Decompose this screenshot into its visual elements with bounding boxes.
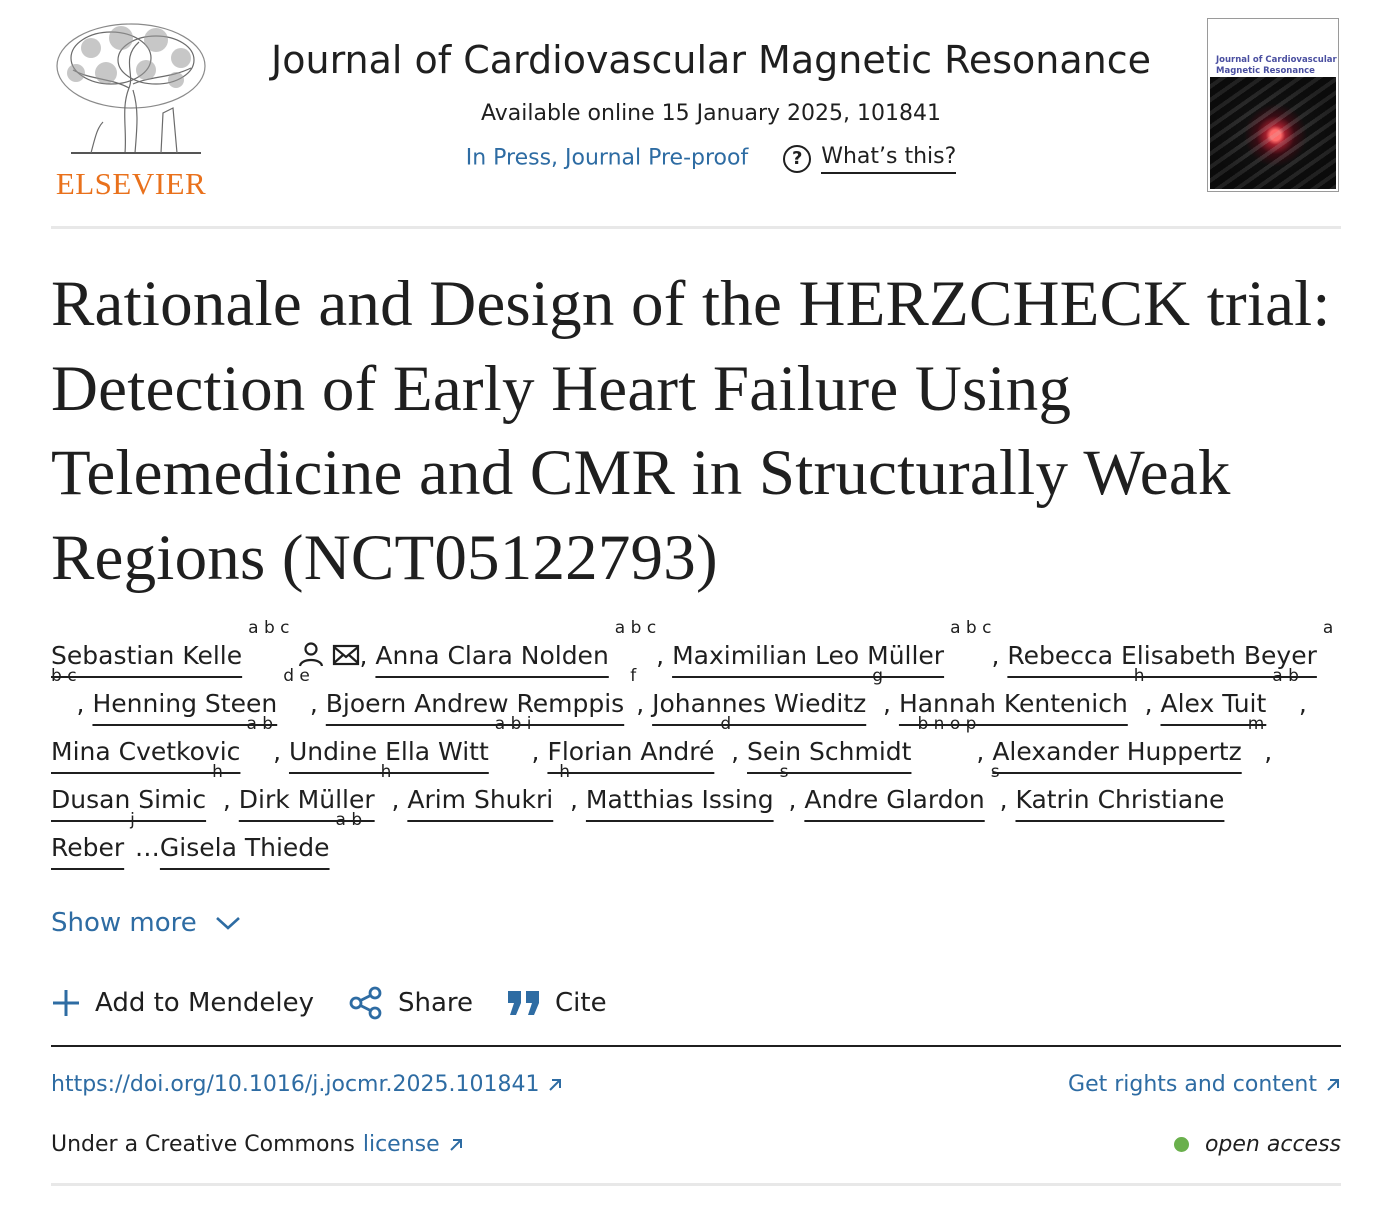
author-separator: , (1264, 737, 1273, 766)
quote-icon (507, 989, 541, 1017)
author-separator: , (999, 785, 1008, 814)
author-link[interactable] (51, 762, 223, 814)
author-affiliations: g (872, 666, 884, 686)
whats-this-label: What’s this? (821, 144, 956, 174)
author-separator: , (1298, 689, 1307, 718)
author-name: Matthias Issing (585, 785, 774, 814)
author-link[interactable] (804, 762, 1000, 814)
external-link-icon (547, 1077, 563, 1093)
author-link[interactable] (585, 762, 789, 814)
plus-icon (51, 988, 81, 1018)
author-separator: , (222, 785, 231, 814)
mendeley-label: Add to Mendeley (95, 988, 314, 1018)
author-affiliations: a b (246, 714, 274, 734)
open-access-badge (1174, 1132, 1341, 1157)
license-link[interactable]: license (362, 1132, 440, 1157)
open-access-label: open access (1204, 1132, 1341, 1157)
author-link[interactable] (652, 666, 884, 718)
author-affiliations: a b c (614, 618, 657, 638)
cover-header (1208, 19, 1338, 77)
author-affiliations: h (1133, 666, 1145, 686)
author-name: Bjoern Andrew Remppis (325, 689, 625, 718)
author-name: Alexander Huppertz (992, 737, 1242, 766)
author-affiliations: d (720, 714, 732, 734)
author-list (51, 618, 1341, 872)
author-name: Dirk Müller (238, 785, 375, 814)
author-separator: , (788, 785, 797, 814)
share-button[interactable] (348, 986, 473, 1020)
article-actions (51, 986, 641, 1020)
journal-title-link[interactable]: Journal of Cardiovascular Magnetic Resonance (271, 38, 1151, 82)
cover-mri-image (1210, 77, 1336, 189)
author-name: Hannah Kentenich (898, 689, 1128, 718)
author-link[interactable] (238, 762, 392, 814)
author-name: Sein Schmidt (747, 737, 912, 766)
author-link[interactable] (51, 618, 360, 670)
author-link[interactable] (92, 666, 310, 718)
author-affiliations: m (1247, 714, 1265, 734)
add-to-mendeley-button[interactable] (51, 988, 314, 1018)
author-affiliations: a b c (248, 618, 290, 638)
license-info (51, 1132, 464, 1157)
author-separator: , (991, 641, 1000, 670)
author-separator: , (636, 689, 645, 718)
author-separator: , (359, 641, 368, 670)
author-affiliations: a b c (950, 618, 992, 638)
journal-info (221, 40, 1201, 174)
author-affiliations: h (212, 762, 223, 782)
author-affiliations: h (559, 762, 571, 782)
author-separator: , (391, 785, 400, 814)
author-affiliations: a b (1272, 666, 1299, 686)
author-affiliations: s (779, 762, 789, 782)
author-affiliations: j (130, 810, 135, 830)
rights-link[interactable] (1068, 1072, 1341, 1097)
author-link[interactable] (288, 714, 532, 766)
elsevier-logo[interactable] (51, 18, 211, 201)
author-link[interactable] (325, 666, 637, 718)
external-link-icon (448, 1137, 464, 1153)
author-affiliations: a b c (51, 618, 1334, 686)
header-divider (51, 226, 1341, 229)
author-name: Andre Glardon (804, 785, 985, 814)
author-affiliations: h (380, 762, 392, 782)
author-separator: , (1144, 689, 1153, 718)
author-affiliations: a b (335, 810, 363, 830)
author-name: Arim Shukri (407, 785, 554, 814)
question-icon: ? (783, 145, 811, 173)
author-link[interactable] (375, 618, 657, 670)
author-link[interactable] (992, 714, 1265, 766)
share-icon (348, 986, 384, 1020)
author-link[interactable] (547, 714, 732, 766)
author-affiliations: b n o p (917, 714, 977, 734)
chevron-down-icon (215, 915, 241, 931)
author-link[interactable] (159, 810, 363, 862)
license-prefix: Under a Creative Commons (51, 1132, 355, 1157)
author-name: Mina Cvetkovic (51, 737, 241, 766)
envelope-icon (332, 643, 360, 667)
author-link[interactable] (51, 714, 274, 766)
author-link[interactable] (1160, 666, 1299, 718)
article-title: Rationale and Design of the HERZCHECK trial: Detection of Early Heart Failure Using Telemedicine and CMR in Structurally Weak Regions (NCT05122793) (51, 268, 1331, 594)
author-name: Johannes Wieditz (652, 689, 867, 718)
author-name: Florian André (547, 737, 715, 766)
author-name: Gisela Thiede (159, 833, 330, 862)
author-affiliations: d e (283, 666, 310, 686)
external-link-icon (1325, 1077, 1341, 1093)
author-separator: , (531, 737, 540, 766)
in-press-link[interactable]: In Press, Journal Pre-proof (465, 145, 749, 171)
actions-divider (51, 1045, 1341, 1047)
author-affiliations: f (630, 666, 637, 686)
show-more-button[interactable] (51, 908, 241, 938)
whats-this-button[interactable] (783, 144, 956, 174)
status-row (221, 144, 1201, 174)
cover-journal-title: Journal of Cardiovascular Magnetic Resonance (1216, 55, 1337, 76)
author-name: Katrin Christiane Reber (51, 785, 1225, 862)
author-link[interactable] (672, 618, 992, 670)
tree-icon (51, 18, 211, 158)
author-link[interactable] (407, 762, 571, 814)
author-name: Dusan Simic (51, 785, 207, 814)
share-label: Share (397, 988, 474, 1018)
article-header (51, 0, 1341, 1224)
person-icon (298, 641, 324, 667)
author-separator: , (273, 737, 282, 766)
author-name: Sebastian Kelle (51, 641, 243, 670)
available-online-text: Available online 15 January 2025, 101841 (480, 100, 941, 126)
footer-divider (51, 1183, 1341, 1186)
author-separator: , (76, 689, 85, 718)
author-name: Anna Clara Nolden (375, 641, 609, 670)
author-name: Alex Tuit (1160, 689, 1267, 718)
author-name: Maximilian Leo Müller (672, 641, 945, 670)
elsevier-wordmark: ELSEVIER (55, 166, 207, 201)
author-name: Henning Steen (92, 689, 278, 718)
doi-text: https://doi.org/10.1016/j.jocmr.2025.101841 (51, 1072, 540, 1097)
journal-cover-image[interactable] (1207, 18, 1339, 192)
author-separator: … (134, 833, 160, 862)
author-affiliations: a b i (494, 714, 532, 734)
doi-link[interactable] (51, 1072, 563, 1097)
rights-text: Get rights and content (1068, 1072, 1317, 1097)
author-separator: , (731, 737, 740, 766)
open-access-dot-icon (1174, 1137, 1189, 1152)
cite-label: Cite (555, 988, 607, 1018)
author-name: Rebecca Elisabeth Beyer (1007, 641, 1317, 670)
author-separator: , (883, 689, 891, 718)
author-separator: , (656, 641, 665, 670)
author-separator: , (570, 785, 578, 814)
show-more-label: Show more (51, 908, 197, 938)
author-separator: , (976, 737, 985, 766)
author-separator: , (309, 689, 318, 718)
author-name: Undine Ella Witt (288, 737, 489, 766)
author-affiliations: s (990, 762, 1000, 782)
cite-button[interactable] (507, 988, 607, 1018)
